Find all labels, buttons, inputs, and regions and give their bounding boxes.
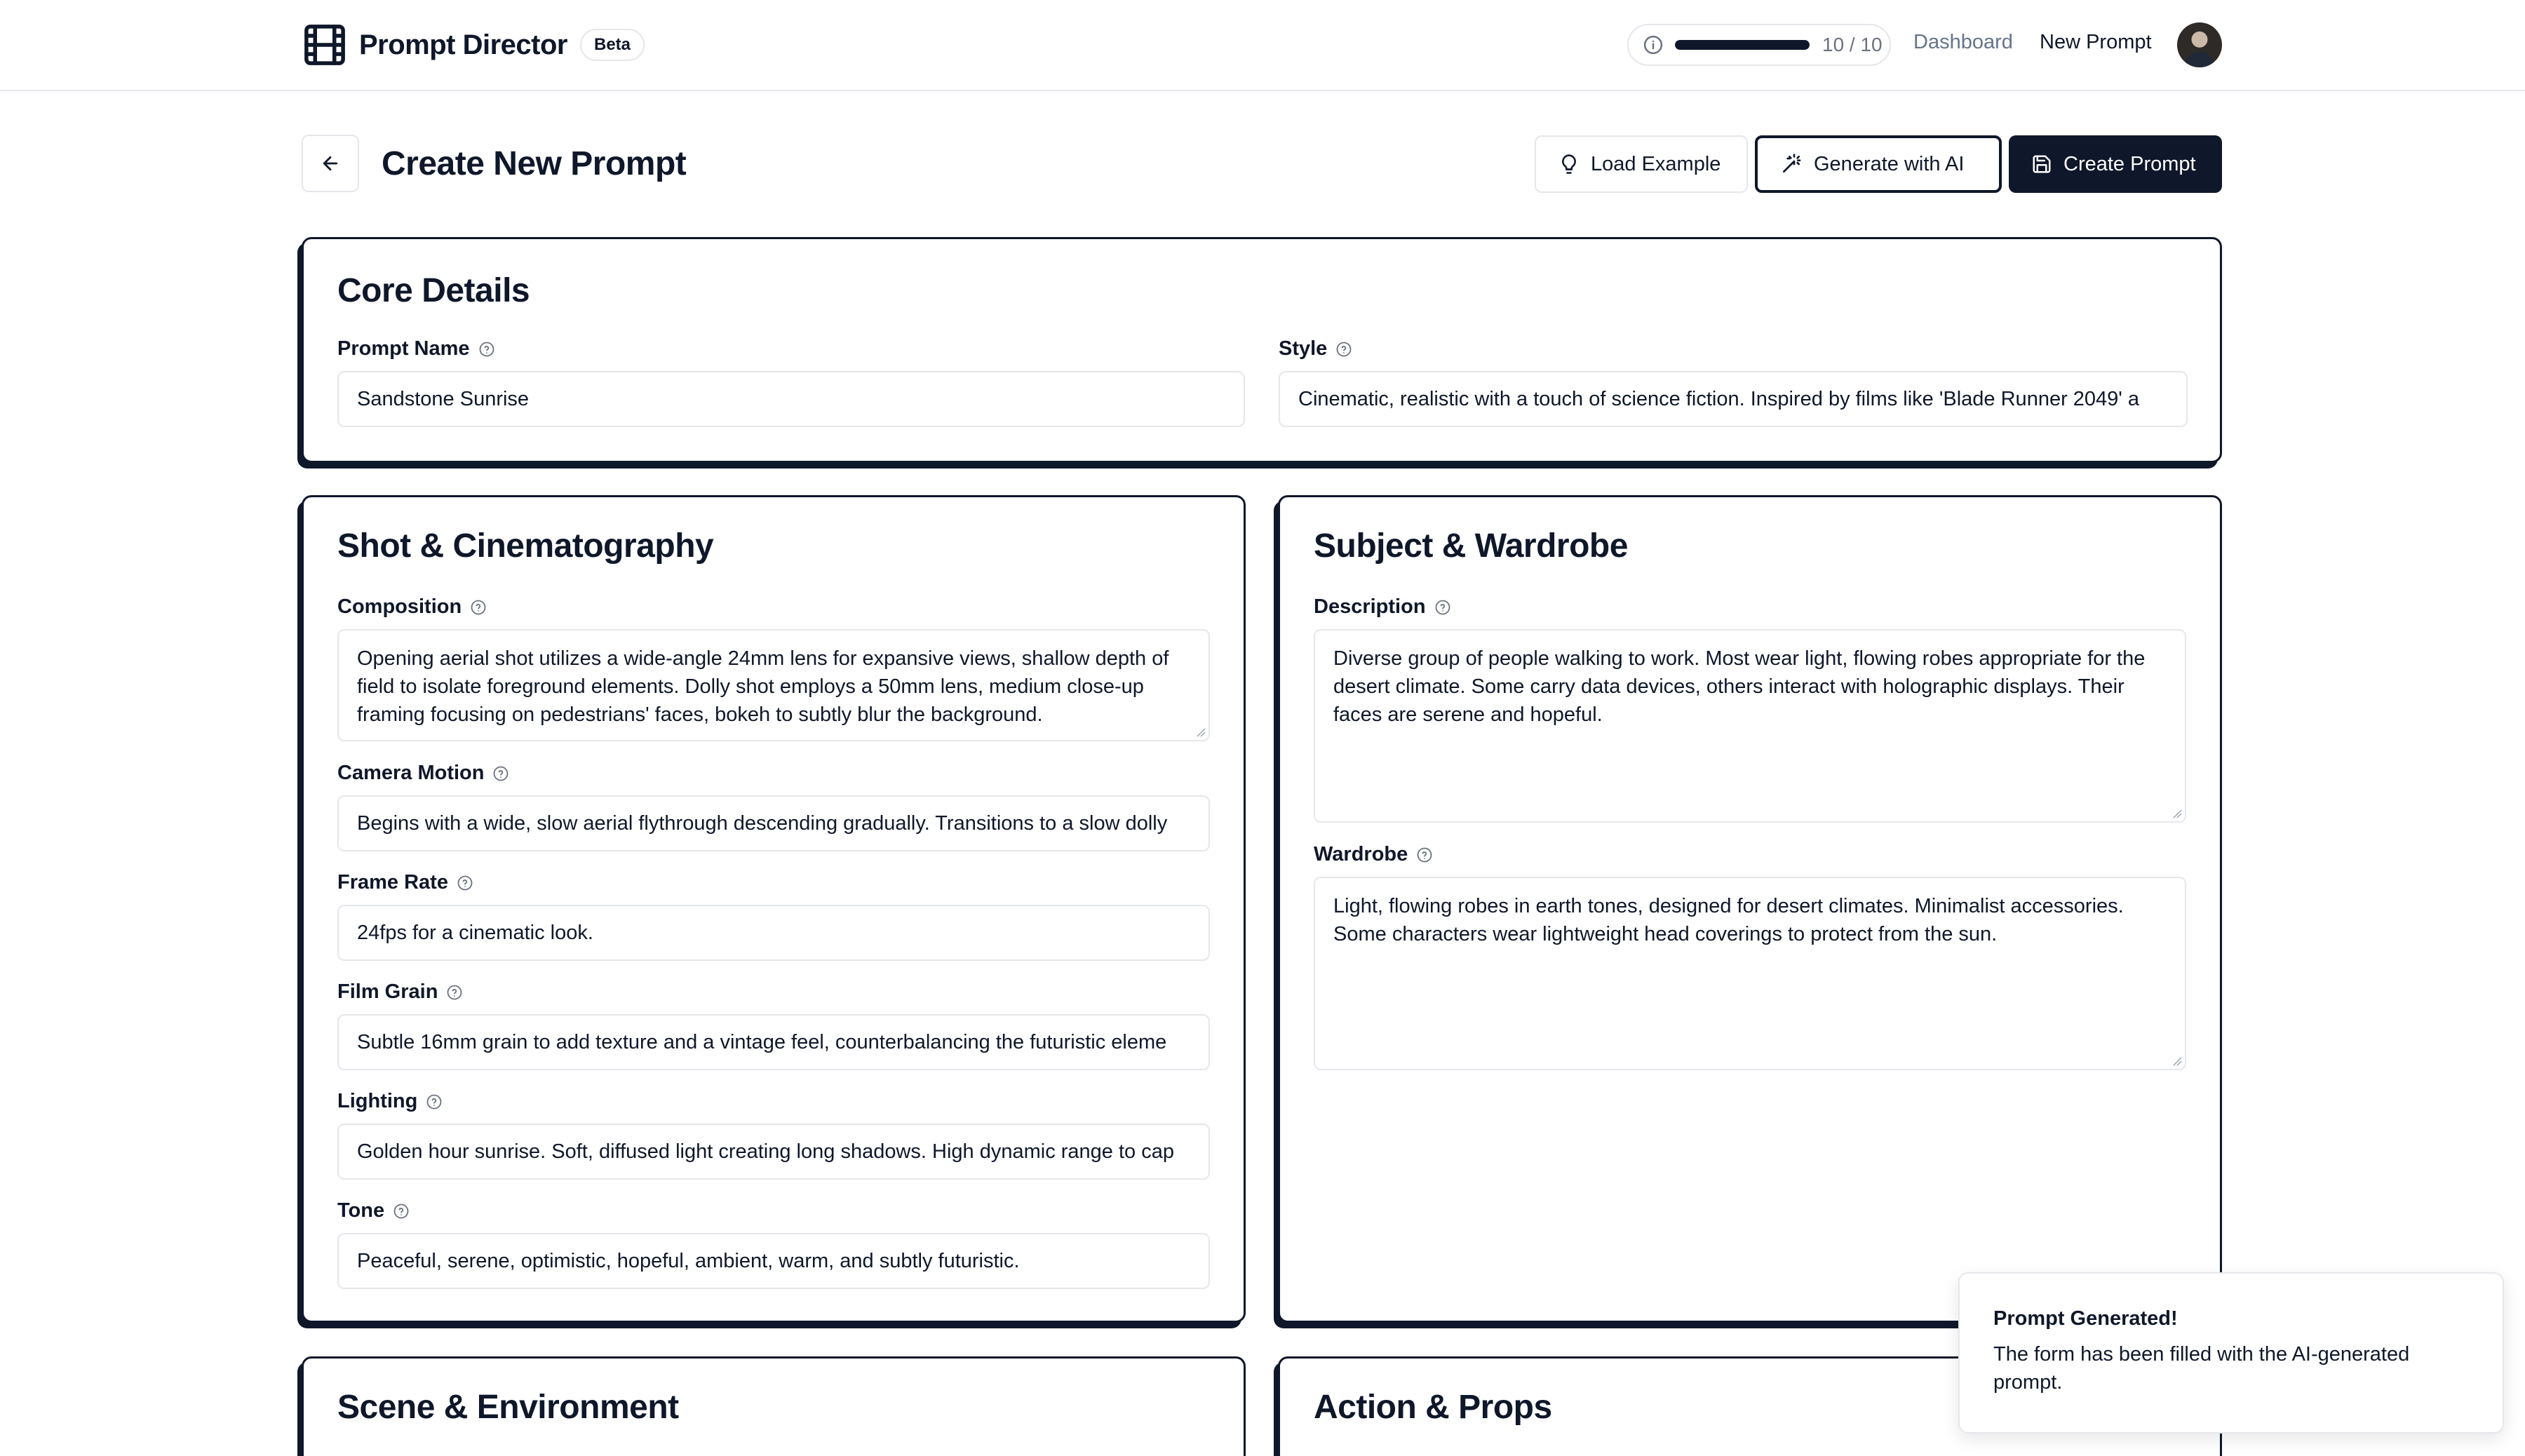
brand[interactable]: [302, 20, 645, 70]
core-details-heading: Core Details: [337, 272, 530, 309]
description-label: [1314, 595, 1451, 619]
subject-wardrobe-card: [1278, 495, 2222, 1323]
tone-label-text: Tone: [337, 1199, 385, 1222]
back-button[interactable]: [302, 135, 359, 192]
film-grain-label-text: Film Grain: [337, 980, 438, 1003]
help-circle-icon[interactable]: [1335, 341, 1352, 358]
lighting-label-text: Lighting: [337, 1090, 418, 1112]
tone-label: [337, 1199, 410, 1222]
arrow-left-icon: [320, 153, 341, 174]
help-circle-icon[interactable]: [446, 984, 463, 1001]
nav-dashboard-link[interactable]: Dashboard: [1913, 31, 2013, 53]
shot-cinematography-heading: Shot & Cinematography: [337, 527, 714, 565]
resize-grip-icon[interactable]: [1194, 726, 1206, 737]
prompt-name-label: [337, 337, 495, 360]
style-input[interactable]: Cinematic, realistic with a touch of science fiction. Inspired by films like 'Blade Runner 2049' a: [1279, 371, 2188, 427]
info-icon[interactable]: [1643, 34, 1664, 55]
composition-value: Opening aerial shot utilizes a wide-angle 24mm lens for expansive views, shallow depth of field to isolate foreground elements. Dolly shot employs a 50mm lens, medium close-up framing focusing on pedestrians' faces, bokeh to subtly blur the background.: [357, 647, 1169, 726]
load-example-button[interactable]: [1535, 135, 1748, 193]
film-grain-input[interactable]: Subtle 16mm grain to add texture and a vintage feel, counterbalancing the futuristic eleme: [337, 1014, 1210, 1070]
film-icon: [302, 21, 348, 69]
description-value: Diverse group of people walking to work. Most wear light, flowing robes appropriate for the desert climate. Some carry data devices, others interact with holographic displays. Their faces are serene and hopeful.: [1333, 647, 2146, 726]
create-prompt-button[interactable]: [2009, 135, 2222, 193]
wand-icon: [1780, 153, 1803, 175]
avatar[interactable]: [2177, 22, 2222, 67]
help-circle-icon[interactable]: [478, 341, 495, 358]
camera-motion-label: [337, 762, 509, 785]
shot-cinematography-card: [302, 495, 1246, 1323]
generate-with-ai-button[interactable]: [1755, 135, 2002, 193]
wardrobe-label-text: Wardrobe: [1314, 843, 1408, 865]
resize-grip-icon[interactable]: [2171, 1055, 2182, 1066]
composition-label: [337, 595, 487, 619]
description-textarea[interactable]: [1314, 629, 2186, 823]
style-label: [1279, 337, 1352, 360]
toast-body: The form has been filled with the AI-generated prompt.: [1993, 1343, 2410, 1394]
quota-count: 10 / 10: [1822, 34, 1883, 55]
scene-environment-card: [302, 1356, 1246, 1456]
usage-quota: [1627, 24, 1891, 66]
action-props-heading: Action & Props: [1314, 1389, 1552, 1426]
frame-rate-input[interactable]: 24fps for a cinematic look.: [337, 905, 1210, 961]
camera-motion-label-text: Camera Motion: [337, 762, 485, 784]
help-circle-icon[interactable]: [457, 875, 473, 891]
frame-rate-label-text: Frame Rate: [337, 871, 448, 894]
quota-progress-bar: [1675, 40, 1810, 50]
generate-with-ai-label: Generate with AI: [1814, 152, 1965, 175]
wardrobe-textarea[interactable]: [1314, 877, 2186, 1070]
help-circle-icon[interactable]: [492, 765, 509, 782]
prompt-name-label-text: Prompt Name: [337, 337, 470, 360]
help-circle-icon[interactable]: [426, 1093, 443, 1110]
wardrobe-label: [1314, 843, 1433, 866]
nav-new-prompt-link[interactable]: New Prompt: [2040, 31, 2152, 53]
page-title: Create New Prompt: [382, 145, 687, 182]
style-label-text: Style: [1279, 337, 1328, 360]
core-details-card: [302, 237, 2222, 463]
quota-progress-fill: [1675, 40, 1810, 50]
resize-grip-icon[interactable]: [2171, 807, 2182, 818]
subject-wardrobe-heading: Subject & Wardrobe: [1314, 527, 1628, 565]
tone-input[interactable]: Peaceful, serene, optimistic, hopeful, ambient, warm, and subtly futuristic.: [337, 1233, 1210, 1289]
wardrobe-value: Light, flowing robes in earth tones, designed for desert climates. Minimalist accessories. Some characters wear lightweight head coverings to protect from the sun.: [1333, 895, 2124, 945]
lighting-label: [337, 1090, 443, 1113]
composition-label-text: Composition: [337, 595, 462, 618]
lighting-input[interactable]: Golden hour sunrise. Soft, diffused light creating long shadows. High dynamic range to cap: [337, 1124, 1210, 1180]
help-circle-icon[interactable]: [470, 599, 487, 616]
help-circle-icon[interactable]: [1434, 599, 1451, 616]
toast-title: Prompt Generated!: [1993, 1307, 2178, 1330]
save-icon: [2031, 154, 2052, 175]
description-label-text: Description: [1314, 595, 1426, 618]
toast-notification[interactable]: [1958, 1272, 2504, 1434]
help-circle-icon[interactable]: [1416, 847, 1433, 863]
frame-rate-label: [337, 871, 473, 894]
help-circle-icon[interactable]: [393, 1203, 410, 1220]
lightbulb-icon: [1558, 154, 1580, 175]
composition-textarea[interactable]: [337, 629, 1210, 741]
prompt-name-input[interactable]: Sandstone Sunrise: [337, 371, 1245, 427]
app-title: Prompt Director: [359, 29, 567, 60]
film-grain-label: [337, 980, 463, 1004]
top-navigation-bar: [0, 0, 2525, 91]
beta-badge: Beta: [580, 29, 645, 61]
create-prompt-label: Create Prompt: [2063, 152, 2196, 175]
scene-environment-heading: Scene & Environment: [337, 1389, 679, 1426]
camera-motion-input[interactable]: Begins with a wide, slow aerial flythrough descending gradually. Transitions to a slow dolly: [337, 795, 1210, 851]
load-example-label: Load Example: [1591, 152, 1721, 175]
